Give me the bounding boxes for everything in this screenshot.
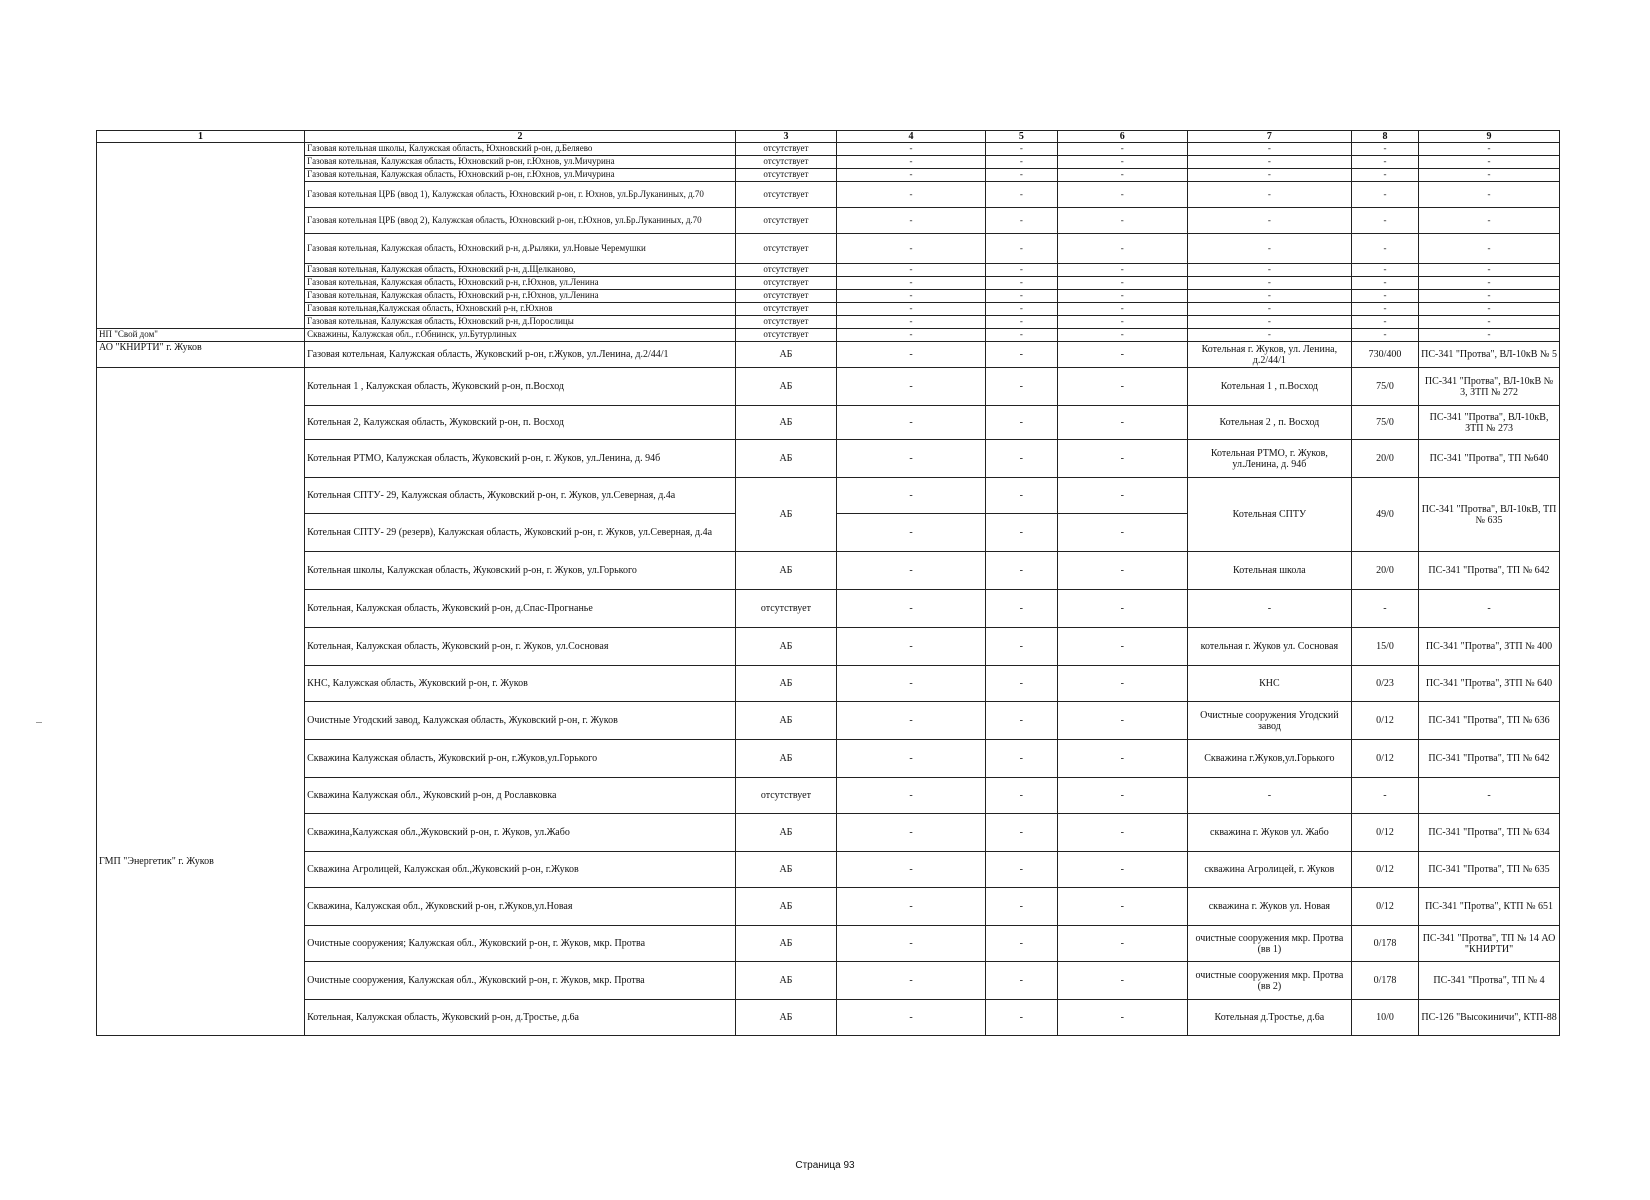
col6-cell: -	[1057, 234, 1187, 264]
col3-cell: АБ	[736, 666, 837, 702]
col4-cell: -	[836, 514, 985, 552]
org-name: НП "Свой дом"	[97, 329, 305, 342]
col4-cell: -	[836, 303, 985, 316]
table-row	[97, 888, 1560, 926]
col3-cell: отсутствует	[736, 169, 837, 182]
col4-cell: -	[836, 316, 985, 329]
header-cell: 6	[1057, 131, 1187, 143]
col7-cell: -	[1187, 169, 1351, 182]
col5-cell: -	[986, 590, 1057, 628]
col7-cell: -	[1187, 264, 1351, 277]
col8-cell: 730/400	[1351, 342, 1418, 368]
col7-cell: Котельная школа	[1187, 552, 1351, 590]
col9-cell: -	[1419, 169, 1560, 182]
col5-cell: -	[986, 290, 1057, 303]
col4-cell: -	[836, 478, 985, 514]
table-row	[97, 368, 1560, 406]
col8-cell: -	[1351, 277, 1418, 290]
col7-cell: скважина Агролицей, г. Жуков	[1187, 852, 1351, 888]
col7-cell: Котельная РТМО, г. Жуков, ул.Ленина, д. 94б	[1187, 440, 1351, 478]
table-row	[97, 778, 1560, 814]
col3-cell: АБ	[736, 406, 837, 440]
col9-cell: ПС-341 "Протва", ВЛ-10кВ № 5	[1419, 342, 1560, 368]
col9-cell: -	[1419, 277, 1560, 290]
table-row	[97, 440, 1560, 478]
table-row	[97, 814, 1560, 852]
col5-cell: -	[986, 778, 1057, 814]
col6-cell: -	[1057, 290, 1187, 303]
col8-cell: 10/0	[1351, 1000, 1418, 1036]
col5-cell: -	[986, 740, 1057, 778]
col4-cell: -	[836, 888, 985, 926]
col3-cell: АБ	[736, 852, 837, 888]
col8-cell: -	[1351, 264, 1418, 277]
header-cell: 7	[1187, 131, 1351, 143]
col6-cell: -	[1057, 926, 1187, 962]
col3-cell: АБ	[736, 368, 837, 406]
col7-cell: Скважина г.Жуков,ул.Горького	[1187, 740, 1351, 778]
table-row	[97, 628, 1560, 666]
col8-cell: 0/12	[1351, 852, 1418, 888]
col7-cell: Котельная СПТУ	[1187, 478, 1351, 552]
table-row	[97, 702, 1560, 740]
col6-cell: -	[1057, 156, 1187, 169]
object-cell: Скважина, Калужская обл., Жуковский р-он, г.Жуков,ул.Новая	[305, 888, 736, 926]
object-cell: Котельная, Калужская область, Жуковский р-он, г. Жуков, ул.Сосновая	[305, 628, 736, 666]
col6-cell: -	[1057, 552, 1187, 590]
object-cell: Скважина Калужская обл., Жуковский р-он, д Рославковка	[305, 778, 736, 814]
table-row	[97, 552, 1560, 590]
header-cell: 1	[97, 131, 305, 143]
object-cell: Котельная СПТУ- 29, Калужская область, Жуковский р-он, г. Жуков, ул.Северная, д.4а	[305, 478, 736, 514]
col7-cell: КНС	[1187, 666, 1351, 702]
col5-cell: -	[986, 628, 1057, 666]
col5-cell: -	[986, 888, 1057, 926]
table-row	[97, 156, 1560, 169]
col5-cell: -	[986, 814, 1057, 852]
col8-cell: 75/0	[1351, 406, 1418, 440]
col6-cell: -	[1057, 628, 1187, 666]
col4-cell: -	[836, 1000, 985, 1036]
col5-cell: -	[986, 208, 1057, 234]
col3-cell: АБ	[736, 740, 837, 778]
col4-cell: -	[836, 590, 985, 628]
object-cell: Газовая котельная,Калужская область, Юхновский р-н, г.Юхнов	[305, 303, 736, 316]
col7-cell: Котельная 1 , п.Восход	[1187, 368, 1351, 406]
col7-cell: очистные сооружения мкр. Протва (вв 1)	[1187, 926, 1351, 962]
col7-cell: -	[1187, 778, 1351, 814]
col5-cell: -	[986, 234, 1057, 264]
col8-cell: -	[1351, 234, 1418, 264]
object-cell: Газовая котельная ЦРБ (ввод 1), Калужская область, Юхновский р-он, г. Юхнов, ул.Бр.Луканиных, д.70	[305, 182, 736, 208]
col7-cell: Котельная г. Жуков, ул. Ленина, д.2/44/1	[1187, 342, 1351, 368]
col8-cell: 0/178	[1351, 926, 1418, 962]
col9-cell: -	[1419, 182, 1560, 208]
col6-cell: -	[1057, 962, 1187, 1000]
col8-cell: 75/0	[1351, 368, 1418, 406]
col6-cell: -	[1057, 740, 1187, 778]
col9-cell: -	[1419, 208, 1560, 234]
object-cell: Газовая котельная, Калужская область, Юхновский р-н, г.Юхнов, ул.Ленина	[305, 277, 736, 290]
table-row	[97, 740, 1560, 778]
col7-cell: -	[1187, 182, 1351, 208]
table-body	[97, 131, 1560, 1036]
col4-cell: -	[836, 628, 985, 666]
col4-cell: -	[836, 234, 985, 264]
col4-cell: -	[836, 329, 985, 342]
col9-cell: ПС-341 "Протва", ЗТП № 640	[1419, 666, 1560, 702]
col7-cell: -	[1187, 290, 1351, 303]
col9-cell: ПС-341 "Протва", ТП №640	[1419, 440, 1560, 478]
table-row	[97, 1000, 1560, 1036]
col7-cell: -	[1187, 208, 1351, 234]
object-cell: Газовая котельная, Калужская область, Юхновский р-н, д.Рыляки, ул.Новые Черемушки	[305, 234, 736, 264]
col5-cell: -	[986, 182, 1057, 208]
col5-cell: -	[986, 329, 1057, 342]
object-cell: Газовая котельная, Калужская область, Юхновский р-н, д.Порослицы	[305, 316, 736, 329]
object-cell: Газовая котельная, Калужская область, Юхновский р-н, г.Юхнов, ул.Ленина	[305, 290, 736, 303]
col9-cell: ПС-341 "Протва", КТП № 651	[1419, 888, 1560, 926]
col4-cell: -	[836, 156, 985, 169]
object-cell: Скважина,Калужская обл.,Жуковский р-он, г. Жуков, ул.Жабо	[305, 814, 736, 852]
col9-cell: -	[1419, 290, 1560, 303]
col8-cell: -	[1351, 316, 1418, 329]
col6-cell: -	[1057, 814, 1187, 852]
header-cell: 8	[1351, 131, 1418, 143]
col6-cell: -	[1057, 666, 1187, 702]
object-cell: Очистные сооружения, Калужская обл., Жуковский р-он, г. Жуков, мкр. Протва	[305, 962, 736, 1000]
object-cell: Котельная 1 , Калужская область, Жуковский р-он, п.Восход	[305, 368, 736, 406]
object-cell: Скважины, Калужская обл., г.Обнинск, ул.Бутурлиных	[305, 329, 736, 342]
col5-cell: -	[986, 666, 1057, 702]
col9-cell: -	[1419, 156, 1560, 169]
col5-cell: -	[986, 406, 1057, 440]
table-row	[97, 666, 1560, 702]
col9-cell: -	[1419, 143, 1560, 156]
col6-cell: -	[1057, 182, 1187, 208]
object-cell: Газовая котельная школы, Калужская область, Юхновский р-он, д.Беляево	[305, 143, 736, 156]
col8-cell: -	[1351, 182, 1418, 208]
col6-cell: -	[1057, 342, 1187, 368]
col8-cell: 0/178	[1351, 962, 1418, 1000]
table-row	[97, 329, 1560, 342]
page-footer: Страница 93	[795, 1160, 855, 1171]
object-cell: Котельная СПТУ- 29 (резерв), Калужская область, Жуковский р-он, г. Жуков, ул.Северная, д.4а	[305, 514, 736, 552]
col6-cell: -	[1057, 368, 1187, 406]
col5-cell: -	[986, 342, 1057, 368]
col6-cell: -	[1057, 478, 1187, 514]
col5-cell: -	[986, 303, 1057, 316]
object-cell: Котельная РТМО, Калужская область, Жуковский р-он, г. Жуков, ул.Ленина, д. 94б	[305, 440, 736, 478]
col8-cell: 49/0	[1351, 478, 1418, 552]
col7-cell: -	[1187, 303, 1351, 316]
col3-cell: отсутствует	[736, 590, 837, 628]
col8-cell: 0/12	[1351, 888, 1418, 926]
col5-cell: -	[986, 440, 1057, 478]
object-cell: Котельная 2, Калужская область, Жуковский р-он, п. Восход	[305, 406, 736, 440]
table-row	[97, 169, 1560, 182]
col8-cell: -	[1351, 329, 1418, 342]
col9-cell: -	[1419, 590, 1560, 628]
table-row	[97, 264, 1560, 277]
col7-cell: -	[1187, 329, 1351, 342]
col4-cell: -	[836, 368, 985, 406]
col7-cell: скважина г. Жуков ул. Жабо	[1187, 814, 1351, 852]
col6-cell: -	[1057, 406, 1187, 440]
org-cell-blank	[97, 143, 305, 329]
table-row	[97, 316, 1560, 329]
col7-cell: Очистные сооружения Угодский завод	[1187, 702, 1351, 740]
col8-cell: -	[1351, 290, 1418, 303]
table-row	[97, 478, 1560, 514]
col8-cell: 0/12	[1351, 740, 1418, 778]
table-row	[97, 277, 1560, 290]
header-cell: 2	[305, 131, 736, 143]
col9-cell: -	[1419, 329, 1560, 342]
col5-cell: -	[986, 478, 1057, 514]
col9-cell: ПС-341 "Протва", ТП № 642	[1419, 740, 1560, 778]
col5-cell: -	[986, 926, 1057, 962]
col4-cell: -	[836, 169, 985, 182]
col7-cell: -	[1187, 277, 1351, 290]
object-cell: Газовая котельная, Калужская область, Юхновский р-н, д.Щелканово,	[305, 264, 736, 277]
col8-cell: -	[1351, 208, 1418, 234]
col5-cell: -	[986, 514, 1057, 552]
col5-cell: -	[986, 264, 1057, 277]
col6-cell: -	[1057, 169, 1187, 182]
col3-cell: АБ	[736, 440, 837, 478]
col5-cell: -	[986, 368, 1057, 406]
object-cell: Газовая котельная, Калужская область, Жуковский р-он, г.Жуков, ул.Ленина, д.2/44/1	[305, 342, 736, 368]
col8-cell: -	[1351, 778, 1418, 814]
table-row	[97, 182, 1560, 208]
col7-cell: -	[1187, 234, 1351, 264]
col7-cell: котельная г. Жуков ул. Сосновая	[1187, 628, 1351, 666]
col8-cell: 20/0	[1351, 440, 1418, 478]
col4-cell: -	[836, 264, 985, 277]
col3-cell: отсутствует	[736, 277, 837, 290]
col5-cell: -	[986, 169, 1057, 182]
col8-cell: 0/12	[1351, 814, 1418, 852]
col5-cell: -	[986, 852, 1057, 888]
col3-cell: АБ	[736, 478, 837, 552]
col6-cell: -	[1057, 277, 1187, 290]
col4-cell: -	[836, 852, 985, 888]
col9-cell: ПС-126 "Высокиничи", КТП-88	[1419, 1000, 1560, 1036]
col6-cell: -	[1057, 702, 1187, 740]
col4-cell: -	[836, 740, 985, 778]
col8-cell: -	[1351, 169, 1418, 182]
col5-cell: -	[986, 156, 1057, 169]
col5-cell: -	[986, 316, 1057, 329]
col8-cell: 0/23	[1351, 666, 1418, 702]
table-row	[97, 406, 1560, 440]
col8-cell: 20/0	[1351, 552, 1418, 590]
table-row	[97, 342, 1560, 368]
header-cell: 5	[986, 131, 1057, 143]
col5-cell: -	[986, 962, 1057, 1000]
col3-cell: АБ	[736, 552, 837, 590]
col6-cell: -	[1057, 303, 1187, 316]
col5-cell: -	[986, 277, 1057, 290]
object-cell: Газовая котельная, Калужская область, Юхновский р-он, г.Юхнов, ул.Мичурина	[305, 156, 736, 169]
col7-cell: -	[1187, 316, 1351, 329]
col4-cell: -	[836, 277, 985, 290]
col3-cell: АБ	[736, 702, 837, 740]
col3-cell: АБ	[736, 1000, 837, 1036]
col4-cell: -	[836, 666, 985, 702]
col9-cell: ПС-341 "Протва", ТП № 636	[1419, 702, 1560, 740]
col5-cell: -	[986, 143, 1057, 156]
col3-cell: отсутствует	[736, 143, 837, 156]
col3-cell: АБ	[736, 888, 837, 926]
header-cell: 3	[736, 131, 837, 143]
col3-cell: отсутствует	[736, 182, 837, 208]
col8-cell: -	[1351, 156, 1418, 169]
object-cell: Котельная, Калужская область, Жуковский р-он, д.Спас-Прогнанье	[305, 590, 736, 628]
col4-cell: -	[836, 552, 985, 590]
col9-cell: -	[1419, 316, 1560, 329]
object-cell: Газовая котельная ЦРБ (ввод 2), Калужская область, Юхновский р-он, г.Юхнов, ул.Бр.Луканиных, д.70	[305, 208, 736, 234]
col4-cell: -	[836, 290, 985, 303]
col4-cell: -	[836, 440, 985, 478]
col6-cell: -	[1057, 888, 1187, 926]
col3-cell: отсутствует	[736, 234, 837, 264]
table-row	[97, 590, 1560, 628]
col5-cell: -	[986, 552, 1057, 590]
table-row	[97, 208, 1560, 234]
col9-cell: ПС-341 "Протва", ВЛ-10кВ, ЗТП № 273	[1419, 406, 1560, 440]
object-cell: Котельная, Калужская область, Жуковский р-он, д.Тростье, д.6а	[305, 1000, 736, 1036]
object-cell: Газовая котельная, Калужская область, Юхновский р-он, г.Юхнов, ул.Мичурина	[305, 169, 736, 182]
col7-cell: Котельная д.Тростье, д.6а	[1187, 1000, 1351, 1036]
object-cell: Котельная школы, Калужская область, Жуковский р-он, г. Жуков, ул.Горького	[305, 552, 736, 590]
col6-cell: -	[1057, 852, 1187, 888]
col9-cell: ПС-341 "Протва", ТП № 14 АО "КНИРТИ"	[1419, 926, 1560, 962]
col3-cell: отсутствует	[736, 778, 837, 814]
col3-cell: отсутствует	[736, 264, 837, 277]
col8-cell: -	[1351, 143, 1418, 156]
col7-cell: -	[1187, 590, 1351, 628]
col4-cell: -	[836, 182, 985, 208]
col4-cell: -	[836, 342, 985, 368]
col8-cell: -	[1351, 303, 1418, 316]
col6-cell: -	[1057, 208, 1187, 234]
col3-cell: отсутствует	[736, 303, 837, 316]
col6-cell: -	[1057, 329, 1187, 342]
col3-cell: АБ	[736, 628, 837, 666]
col3-cell: отсутствует	[736, 329, 837, 342]
col4-cell: -	[836, 814, 985, 852]
col8-cell: -	[1351, 590, 1418, 628]
col5-cell: -	[986, 702, 1057, 740]
object-cell: Очистные Угодский завод, Калужская область, Жуковский р-он, г. Жуков	[305, 702, 736, 740]
table-row	[97, 852, 1560, 888]
col3-cell: отсутствует	[736, 316, 837, 329]
col3-cell: АБ	[736, 342, 837, 368]
col4-cell: -	[836, 143, 985, 156]
object-cell: Скважина Агролицей, Калужская обл.,Жуковский р-он, г.Жуков	[305, 852, 736, 888]
col9-cell: ПС-341 "Протва", ВЛ-10кВ № 3, ЗТП № 272	[1419, 368, 1560, 406]
col6-cell: -	[1057, 316, 1187, 329]
col3-cell: АБ	[736, 926, 837, 962]
col6-cell: -	[1057, 264, 1187, 277]
data-table	[96, 130, 1560, 1036]
col7-cell: скважина г. Жуков ул. Новая	[1187, 888, 1351, 926]
col9-cell: ПС-341 "Протва", ВЛ-10кВ, ТП № 635	[1419, 478, 1560, 552]
header-cell: 4	[836, 131, 985, 143]
col6-cell: -	[1057, 143, 1187, 156]
org-name: АО "КНИРТИ" г. Жуков	[97, 342, 305, 368]
object-cell: КНС, Калужская область, Жуковский р-он, г. Жуков	[305, 666, 736, 702]
col7-cell: -	[1187, 156, 1351, 169]
header-cell: 9	[1419, 131, 1560, 143]
table-row	[97, 962, 1560, 1000]
object-cell: Очистные сооружения; Калужская обл., Жуковский р-он, г. Жуков, мкр. Протва	[305, 926, 736, 962]
col9-cell: ПС-341 "Протва", ТП № 4	[1419, 962, 1560, 1000]
col9-cell: ПС-341 "Протва", ЗТП № 400	[1419, 628, 1560, 666]
table-row	[97, 143, 1560, 156]
col4-cell: -	[836, 208, 985, 234]
margin-mark	[36, 722, 42, 723]
col9-cell: -	[1419, 778, 1560, 814]
col8-cell: 0/12	[1351, 702, 1418, 740]
col8-cell: 15/0	[1351, 628, 1418, 666]
header-row	[97, 131, 1560, 143]
table-row	[97, 926, 1560, 962]
col4-cell: -	[836, 778, 985, 814]
col3-cell: отсутствует	[736, 290, 837, 303]
org-name: ГМП "Энергетик" г. Жуков	[97, 368, 305, 1036]
col9-cell: ПС-341 "Протва", ТП № 634	[1419, 814, 1560, 852]
table-row	[97, 303, 1560, 316]
col7-cell: очистные сооружения мкр. Протва (вв 2)	[1187, 962, 1351, 1000]
object-cell: Скважина Калужская область, Жуковский р-он, г.Жуков,ул.Горького	[305, 740, 736, 778]
col4-cell: -	[836, 702, 985, 740]
col3-cell: отсутствует	[736, 208, 837, 234]
col4-cell: -	[836, 962, 985, 1000]
col7-cell: Котельная 2 , п. Восход	[1187, 406, 1351, 440]
col6-cell: -	[1057, 590, 1187, 628]
table-row	[97, 290, 1560, 303]
col7-cell: -	[1187, 143, 1351, 156]
col9-cell: ПС-341 "Протва", ТП № 635	[1419, 852, 1560, 888]
col9-cell: -	[1419, 234, 1560, 264]
table-row	[97, 234, 1560, 264]
col4-cell: -	[836, 406, 985, 440]
col5-cell: -	[986, 1000, 1057, 1036]
col3-cell: отсутствует	[736, 156, 837, 169]
col3-cell: АБ	[736, 814, 837, 852]
col6-cell: -	[1057, 440, 1187, 478]
col9-cell: ПС-341 "Протва", ТП № 642	[1419, 552, 1560, 590]
col4-cell: -	[836, 926, 985, 962]
col6-cell: -	[1057, 1000, 1187, 1036]
col3-cell: АБ	[736, 962, 837, 1000]
col9-cell: -	[1419, 303, 1560, 316]
col6-cell: -	[1057, 514, 1187, 552]
col6-cell: -	[1057, 778, 1187, 814]
col9-cell: -	[1419, 264, 1560, 277]
